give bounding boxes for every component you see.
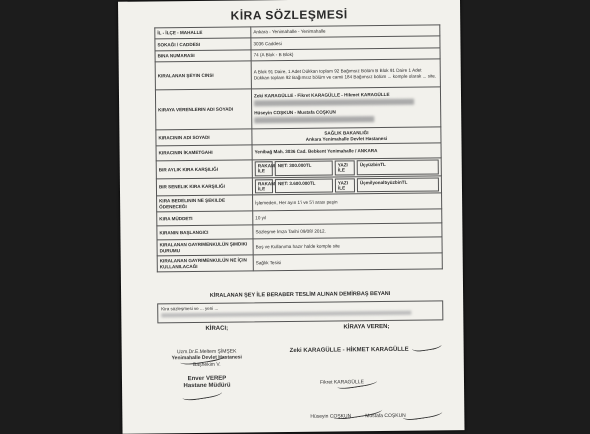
tenant-line1: SAĞLIK BAKANLIĞI [324,130,369,136]
label-building-number: BINA NUMARASI [155,50,251,62]
landlords-line1: Zeki KARAGÜLLE - Fikret KARAGÜLLE - Hikmet KARAGÜLLE [253,91,390,99]
tenant-sig-line5: Hastane Müdürü [183,382,231,390]
tenant-sig-line3: Başhekim V. [192,361,221,368]
value-monthly-rent [252,158,441,178]
landlord-signature-heading: KİRAYA VEREN; [343,323,390,331]
landlord-sig-line3: Hüseyin COŞKUN [310,413,352,420]
contract-table [154,24,443,272]
value-yearly-rent [252,175,441,195]
label-usage-purpose: KIRALANAN GAYRIMENKULÜN NE İÇIN KULLANILACAĞI [157,255,253,272]
label-monthly-rent: BIR AYLIK KIRA KARŞILIĞI [156,160,252,179]
contract-sheet [118,0,465,434]
landlord-sig-line4: Mustafa COŞKUN [365,412,406,419]
value-tenant [252,127,441,145]
value-start-date: Sözleşme İmza Tarihi 09/08/ 2012. [253,223,442,239]
tenant-sig-line4: Enver VEREP [187,375,227,382]
row-landlords [155,87,440,130]
value-usage-purpose: Sağlık Tesisi [253,253,442,271]
row-property-type [155,59,440,90]
monthly-rakam-label: RAKAM İLE [255,161,273,176]
yearly-yazi-label: YAZI İLE [335,178,355,193]
redacted-block-2 [254,115,438,124]
landlords-line2: Hüseyin COŞKUN - Mustafa COŞKUN [254,109,336,115]
value-street: 3036 Caddesi [251,36,440,50]
clause-body-blur [161,310,439,318]
row-usage-purpose [157,253,442,272]
value-location: Ankara - Yenimahalle - Yenimahalle [251,25,440,38]
value-duration: 10 yıl [253,209,442,225]
value-payment-method: İşlemeden, Her ayın 1'i ve 5'i arası peşin [253,193,442,211]
label-yearly-rent: BIR SENELIK KIRA KARŞILIĞI [156,177,252,196]
value-building-number: 74 (A Blok - B Blok) [251,48,440,61]
label-payment-method: KIRA BEDELININ NE ŞEKILDE ÖDENECEĞI [157,195,253,212]
label-current-condition: KIRALANAN GAYRIMENKULÜN ŞIMDIKI DURUMU [157,239,253,256]
yearly-yazi-value: ÜçmilyonaltıyüzbinTL [357,177,439,192]
tenant-sig-line1: Uzm.Dr.E.Meltem ŞİMŞEK [176,348,237,356]
tenant-sig-line2: Yenimahalle Devlet Hastanesi [171,354,242,362]
landlord-sig-line1: Zeki KARAGÜLLE - HİKMET KARAGÜLLE [289,346,409,355]
label-tenant-address: KIRACININ İKAMETGAHI [156,145,252,161]
label-location: İL - İLÇE - MAHALLE [155,27,251,39]
inventory-clause [157,300,443,323]
tenant-line2: Ankara Yenimahalle Devlet Hastanesi [305,135,388,142]
inventory-section-title: KİRALANAN ŞEY İLE BERABER TESLİM ALINAN DEMİRBAŞ BEYANI [209,290,391,299]
yearly-rakam-label: RAKAM İLE [255,179,273,194]
label-property-type: KIRALANAN ŞEYIN CINSI [155,61,251,90]
value-tenant-address: Yenibağ Mah. 3036 Cad. Bebkent Yenimahalle / ANKARA [252,143,441,160]
label-start-date: KIRANIN BAŞLANGICI [157,225,253,240]
monthly-yazi-label: YAZI İLE [335,160,355,175]
redacted-block [254,99,438,108]
landlord-sig-line2: Fikret KARAGÜLLE [319,378,364,386]
tenant-signature-heading: KİRACI; [205,325,229,332]
value-property-type: A Blok 91 Daire, 1 Adet Dükkan toplam 92 Bağımsız Bölüm B Blok 91 Daire 1 Adet Dükkan toplam 92 Bağımsız bölüm ve camii 184 Bağımsız bölüm ... komple olarak ... site. [251,59,440,89]
document-title: KİRA SÖZLEŞMESİ [230,7,348,23]
label-duration: KIRA MÜDDETI [157,211,253,226]
yearly-rakam-value: NET: 3.600.000TL [275,178,333,193]
value-landlords [251,87,440,129]
label-street: SOKAĞI / CADDESI [155,38,251,51]
clause-text: Kira sözleşmesi ve ... yeni ... [161,305,219,312]
monthly-yazi-value: ÜçyüzbinTL [357,159,439,174]
monthly-rakam-value: NET: 300.000TL [275,161,333,176]
label-tenant: KIRACININ ADI SOYADI [156,129,252,146]
value-current-condition: Boş ve Kullanıma hazır halde komple site [253,237,442,255]
label-landlords: KIRAYA VERENLERIN ADI SOYADI [155,89,251,130]
